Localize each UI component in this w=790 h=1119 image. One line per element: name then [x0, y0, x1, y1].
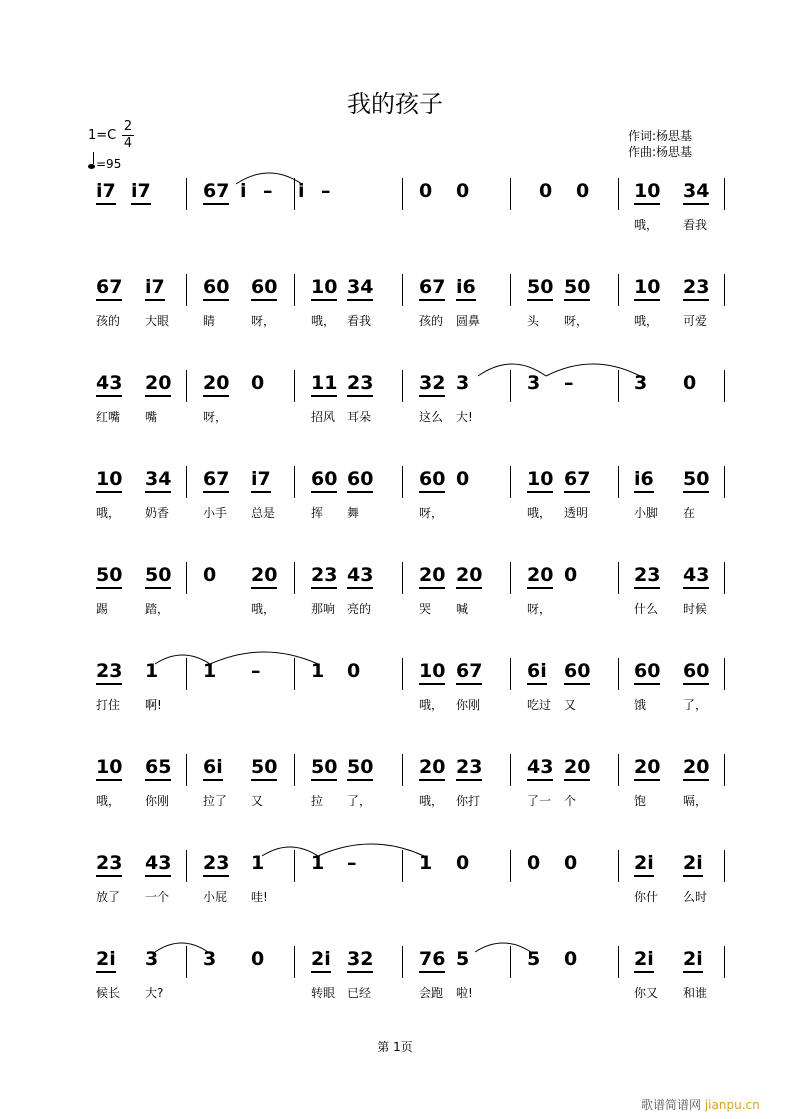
- score-row: [0, 466, 790, 556]
- note-beat: 10: [96, 468, 122, 493]
- note-beat: 32: [419, 372, 445, 397]
- note-beat: 50: [564, 276, 590, 301]
- note-beat: 76: [419, 948, 445, 973]
- lyric-text: 时候: [683, 602, 708, 616]
- lyric-text: 啊!: [145, 698, 162, 712]
- note-beat: 0: [251, 372, 265, 394]
- lyric-text: 你刚: [145, 794, 170, 808]
- note-beat: –: [564, 372, 574, 394]
- note-beat: 20: [419, 564, 445, 589]
- tie-marks: [0, 836, 790, 876]
- lyric-text: 呀，: [251, 314, 276, 328]
- lyric-text: 嘴: [145, 410, 158, 424]
- note-beat: 60: [564, 660, 590, 685]
- note-beat: 1: [145, 660, 159, 682]
- note-beat: 0: [564, 564, 578, 586]
- barline: [402, 466, 403, 498]
- tie-marks: [0, 356, 790, 396]
- note-beat: 23: [96, 660, 122, 685]
- note-beat: –: [263, 180, 273, 202]
- note-beat: 60: [311, 468, 337, 493]
- lyric-text: 奶香: [145, 506, 170, 520]
- lyric-text: 饱: [634, 794, 647, 808]
- note-beat: 3: [203, 948, 217, 970]
- lyric-text: 大眼: [145, 314, 170, 328]
- note-beat: 20: [634, 756, 660, 781]
- note-beat: 43: [683, 564, 709, 589]
- note-beat: 50: [347, 756, 373, 781]
- barline: [402, 562, 403, 594]
- watermark: [641, 1096, 760, 1113]
- note-beat: 3: [145, 948, 159, 970]
- lyric-text: 个: [564, 794, 577, 808]
- lyric-text: 总是: [251, 506, 276, 520]
- lyric-text: 睛: [203, 314, 216, 328]
- note-beat: 43: [527, 756, 553, 781]
- note-beat: 20: [527, 564, 553, 589]
- lyric-text: 可爱: [683, 314, 708, 328]
- note-beat: 2i: [634, 948, 654, 973]
- tie-marks: [0, 644, 790, 684]
- note-beat: 43: [96, 372, 122, 397]
- note-beat: 0: [564, 852, 578, 874]
- lyric-text: 了一: [527, 794, 552, 808]
- note-beat: i7: [145, 276, 165, 301]
- score-row: [0, 274, 790, 364]
- lyric-text: 踢: [96, 602, 109, 616]
- lyric-text: 候长: [96, 986, 121, 1000]
- barline: [402, 274, 403, 306]
- tie-arc: [155, 655, 210, 664]
- lyric-text: 转眼: [311, 986, 336, 1000]
- note-beat: 10: [96, 756, 122, 781]
- lyric-text: 会跑: [419, 986, 444, 1000]
- note-beat: 1: [311, 660, 325, 682]
- lyric-text: 大!: [456, 410, 473, 424]
- lyric-text: 打住: [96, 698, 121, 712]
- note-beat: 2i: [96, 948, 116, 973]
- lyric-text: 哦，: [419, 698, 444, 712]
- lyric-text: 了，: [347, 794, 372, 808]
- barline: [402, 754, 403, 786]
- credits: [628, 128, 692, 160]
- note-beat: 0: [419, 180, 433, 202]
- lyric-text: 亮的: [347, 602, 372, 616]
- lyric-text: 呀，: [527, 602, 552, 616]
- note-beat: 34: [145, 468, 171, 493]
- key-signature: 1=C: [88, 128, 117, 143]
- note-beat: 1: [311, 852, 325, 874]
- note-beat: 0: [456, 852, 470, 874]
- barline: [186, 562, 187, 594]
- lyric-text: 一个: [145, 890, 170, 904]
- note-beat: i6: [456, 276, 476, 301]
- note-beat: 23: [203, 852, 229, 877]
- lyric-text: 你什: [634, 890, 659, 904]
- note-beat: 0: [564, 948, 578, 970]
- note-beat: 50: [527, 276, 553, 301]
- lyric-text: 你打: [456, 794, 481, 808]
- tie-marks: [0, 932, 790, 972]
- barline: [186, 274, 187, 306]
- time-sig-denominator: 4: [123, 136, 133, 151]
- note-beat: 50: [311, 756, 337, 781]
- score-row: [0, 178, 790, 268]
- note-beat: 60: [683, 660, 709, 685]
- note-beat: 10: [634, 180, 660, 205]
- barline: [294, 562, 295, 594]
- note-beat: 11: [311, 372, 337, 397]
- tie-arc: [475, 943, 531, 952]
- lyric-text: 嗝，: [683, 794, 708, 808]
- lyric-text: 呀，: [203, 410, 228, 424]
- barline: [510, 562, 511, 594]
- barline: [294, 274, 295, 306]
- note-beat: –: [251, 660, 261, 682]
- note-beat: 67: [419, 276, 445, 301]
- barline: [510, 274, 511, 306]
- note-beat: 20: [251, 564, 277, 589]
- lyric-text: 耳朵: [347, 410, 372, 424]
- note-beat: 6i: [527, 660, 547, 685]
- tie-marks: [0, 164, 790, 204]
- lyric-text: 孩的: [96, 314, 121, 328]
- tie-arc: [262, 847, 318, 856]
- lyric-text: 透明: [564, 506, 589, 520]
- barline: [186, 754, 187, 786]
- note-beat: i7: [131, 180, 151, 205]
- lyric-text: 哦，: [251, 602, 276, 616]
- song-title: 我的孩子: [347, 90, 443, 118]
- note-beat: 43: [347, 564, 373, 589]
- note-beat: i7: [251, 468, 271, 493]
- lyric-text: 饿: [634, 698, 647, 712]
- lyric-text: 在: [683, 506, 696, 520]
- note-beat: 1: [203, 660, 217, 682]
- tie-arc: [155, 943, 208, 952]
- lyric-text: 大?: [145, 986, 164, 1000]
- note-beat: 0: [456, 180, 470, 202]
- note-beat: 2i: [683, 948, 703, 973]
- watermark-site-name: 歌谱简谱网: [641, 1098, 702, 1112]
- lyric-text: 拉: [311, 794, 324, 808]
- barline: [186, 466, 187, 498]
- note-beat: 23: [311, 564, 337, 589]
- lyric-text: 红嘴: [96, 410, 121, 424]
- score-row: [0, 370, 790, 460]
- tie-arc: [478, 364, 546, 376]
- tie-arc: [546, 364, 640, 376]
- score-row: [0, 946, 790, 1036]
- note-beat: 60: [419, 468, 445, 493]
- time-signature: [122, 120, 134, 151]
- note-beat: i: [240, 180, 247, 202]
- lyric-text: 么时: [683, 890, 708, 904]
- lyric-text: 挥: [311, 506, 324, 520]
- barline: [618, 562, 619, 594]
- lyric-text: 你刚: [456, 698, 481, 712]
- lyric-text: 小手: [203, 506, 228, 520]
- note-beat: –: [347, 852, 357, 874]
- note-beat: i7: [96, 180, 116, 205]
- note-beat: 50: [145, 564, 171, 589]
- lyric-text: 踏，: [145, 602, 170, 616]
- lyric-text: 哦，: [96, 506, 121, 520]
- barline: [724, 466, 725, 498]
- note-beat: 0: [683, 372, 697, 394]
- note-beat: 0: [539, 180, 553, 202]
- lyric-text: 哦，: [311, 314, 336, 328]
- note-beat: 20: [564, 756, 590, 781]
- note-beat: 67: [203, 468, 229, 493]
- lyric-text: 什么: [634, 602, 659, 616]
- note-beat: 60: [203, 276, 229, 301]
- note-beat: 0: [576, 180, 590, 202]
- note-beat: 60: [347, 468, 373, 493]
- note-beat: 20: [203, 372, 229, 397]
- note-beat: 3: [456, 372, 470, 394]
- note-beat: 0: [347, 660, 361, 682]
- lyric-text: 拉了: [203, 794, 228, 808]
- note-beat: 1: [419, 852, 433, 874]
- lyric-text: 哭: [419, 602, 432, 616]
- lyric-text: 你又: [634, 986, 659, 1000]
- lyric-text: 头: [527, 314, 540, 328]
- lyric-text: 看我: [347, 314, 372, 328]
- barline: [618, 274, 619, 306]
- barline: [618, 466, 619, 498]
- lyric-text: 又: [251, 794, 264, 808]
- score-row: [0, 658, 790, 748]
- note-stem: [93, 152, 94, 164]
- note-beat: 50: [251, 756, 277, 781]
- tie-arc: [210, 652, 318, 664]
- note-beat: 2i: [634, 852, 654, 877]
- note-beat: 34: [347, 276, 373, 301]
- lyric-text: 小屁: [203, 890, 228, 904]
- note-beat: 23: [96, 852, 122, 877]
- note-beat: 2i: [311, 948, 331, 973]
- note-beat: 60: [634, 660, 660, 685]
- lyric-text: 了，: [683, 698, 708, 712]
- lyric-text: 哦，: [96, 794, 121, 808]
- lyric-text: 孩的: [419, 314, 444, 328]
- note-beat: 10: [527, 468, 553, 493]
- note-beat: 2i: [683, 852, 703, 877]
- lyric-text: 看我: [683, 218, 708, 232]
- lyric-text: 已经: [347, 986, 372, 1000]
- tempo-value: =95: [96, 157, 122, 171]
- barline: [294, 754, 295, 786]
- note-beat: 50: [96, 564, 122, 589]
- lyric-text: 哦，: [634, 218, 659, 232]
- lyric-text: 哦，: [527, 506, 552, 520]
- note-beat: 60: [251, 276, 277, 301]
- tie-arc: [236, 173, 302, 184]
- composer: 作曲:杨思基: [628, 145, 693, 159]
- barline: [510, 466, 511, 498]
- lyric-text: 这么: [419, 410, 444, 424]
- note-beat: 0: [251, 948, 265, 970]
- lyric-text: 哦，: [419, 794, 444, 808]
- watermark-domain: jianpu.cn: [704, 1098, 760, 1112]
- note-beat: 5: [456, 948, 470, 970]
- barline: [724, 562, 725, 594]
- score-row: [0, 562, 790, 652]
- lyric-text: 哇!: [251, 890, 268, 904]
- note-beat: 3: [634, 372, 648, 394]
- lyric-text: 圆鼻: [456, 314, 481, 328]
- note-beat: 50: [683, 468, 709, 493]
- score-row: [0, 850, 790, 940]
- lyric-text: 呀，: [564, 314, 589, 328]
- note-beat: 0: [203, 564, 217, 586]
- barline: [724, 274, 725, 306]
- note-beat: 23: [347, 372, 373, 397]
- barline: [294, 466, 295, 498]
- lyric-text: 放了: [96, 890, 121, 904]
- lyric-text: 哦，: [634, 314, 659, 328]
- note-beat: 3: [527, 372, 541, 394]
- lyric-text: 舞: [347, 506, 360, 520]
- score-row: [0, 754, 790, 844]
- note-beat: 43: [145, 852, 171, 877]
- note-beat: 67: [203, 180, 229, 205]
- note-beat: –: [321, 180, 331, 202]
- note-beat: i6: [634, 468, 654, 493]
- note-beat: 0: [527, 852, 541, 874]
- lyricist: 作词:杨思基: [628, 129, 693, 143]
- lyric-text: 那响: [311, 602, 336, 616]
- barline: [724, 754, 725, 786]
- note-beat: 6i: [203, 756, 223, 781]
- lyric-text: 和谁: [683, 986, 708, 1000]
- time-sig-numerator: 2: [123, 119, 133, 134]
- barline: [618, 754, 619, 786]
- note-beat: 20: [456, 564, 482, 589]
- note-beat: 5: [527, 948, 541, 970]
- note-beat: 10: [311, 276, 337, 301]
- lyric-text: 啦!: [456, 986, 473, 1000]
- lyric-text: 呀，: [419, 506, 444, 520]
- note-beat: 20: [419, 756, 445, 781]
- note-beat: i: [298, 180, 305, 202]
- lyric-text: 招风: [311, 410, 336, 424]
- note-beat: 23: [456, 756, 482, 781]
- lyric-text: 小脚: [634, 506, 659, 520]
- note-beat: 65: [145, 756, 171, 781]
- note-beat: 67: [96, 276, 122, 301]
- note-beat: 0: [456, 468, 470, 490]
- barline: [510, 754, 511, 786]
- lyric-text: 喊: [456, 602, 469, 616]
- lyric-text: 又: [564, 698, 577, 712]
- note-beat: 1: [251, 852, 265, 874]
- note-beat: 20: [145, 372, 171, 397]
- lyric-text: 吃过: [527, 698, 552, 712]
- note-beat: 67: [564, 468, 590, 493]
- note-beat: 10: [634, 276, 660, 301]
- note-beat: 32: [347, 948, 373, 973]
- note-beat: 10: [419, 660, 445, 685]
- tie-arc: [318, 844, 424, 856]
- note-beat: 23: [683, 276, 709, 301]
- note-beat: 67: [456, 660, 482, 685]
- note-beat: 23: [634, 564, 660, 589]
- note-beat: 20: [683, 756, 709, 781]
- note-beat: 34: [683, 180, 709, 205]
- page-number: 第 1页: [377, 1040, 413, 1054]
